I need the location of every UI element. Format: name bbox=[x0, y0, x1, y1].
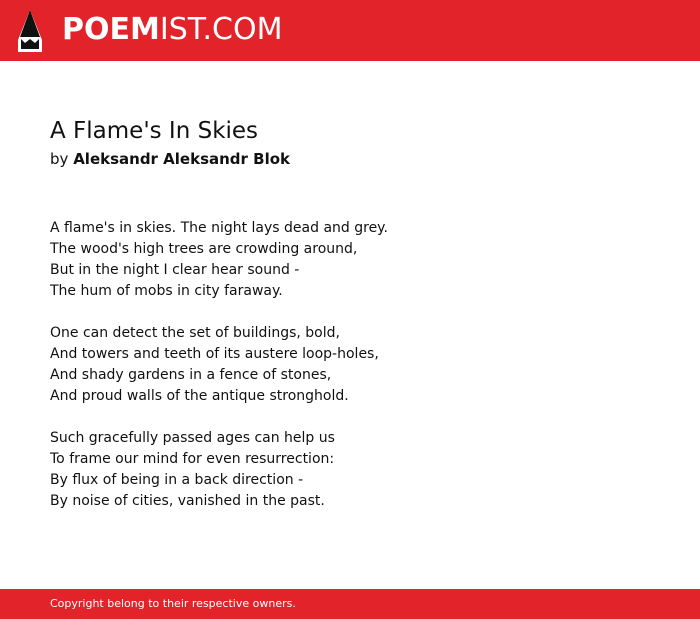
site-header bbox=[0, 0, 700, 61]
poem-body bbox=[50, 218, 388, 533]
poem-title: A Flame's In Skies bbox=[50, 118, 259, 144]
poem-author[interactable]: Aleksandr Aleksandr Blok bbox=[73, 150, 291, 168]
site-footer bbox=[0, 589, 700, 619]
poem-stanza bbox=[50, 323, 388, 407]
poem-line: A flame's in skies. The night lays dead and grey. bbox=[50, 220, 388, 236]
poem-line: And towers and teeth of its austere loop-holes, bbox=[50, 346, 379, 362]
poem-line: Such gracefully passed ages can help us bbox=[50, 430, 335, 446]
poem-line: By noise of cities, vanished in the past. bbox=[50, 493, 325, 509]
poem-line: But in the night I clear hear sound - bbox=[50, 262, 300, 278]
poem-line: By flux of being in a back direction - bbox=[50, 472, 304, 488]
poem-line: The wood's high trees are crowding around, bbox=[50, 241, 358, 257]
poem-byline bbox=[50, 148, 290, 170]
logo-light-text: IST.COM bbox=[159, 12, 283, 47]
poem-stanza bbox=[50, 218, 388, 302]
poem-line: And shady gardens in a fence of stones, bbox=[50, 367, 332, 383]
pencil-icon[interactable] bbox=[18, 10, 42, 52]
poem-line: One can detect the set of buildings, bold, bbox=[50, 325, 340, 341]
by-label: by bbox=[50, 150, 69, 168]
copyright-notice: Copyright belong to their respective owners. bbox=[50, 597, 296, 610]
logo-bold-text: POEM bbox=[62, 12, 160, 47]
poem-line: And proud walls of the antique stronghold. bbox=[50, 388, 349, 404]
poem-line: The hum of mobs in city faraway. bbox=[50, 283, 283, 299]
poem-line: To frame our mind for even resurrection: bbox=[50, 451, 335, 467]
site-logo[interactable] bbox=[62, 10, 282, 50]
poem-stanza bbox=[50, 428, 388, 512]
